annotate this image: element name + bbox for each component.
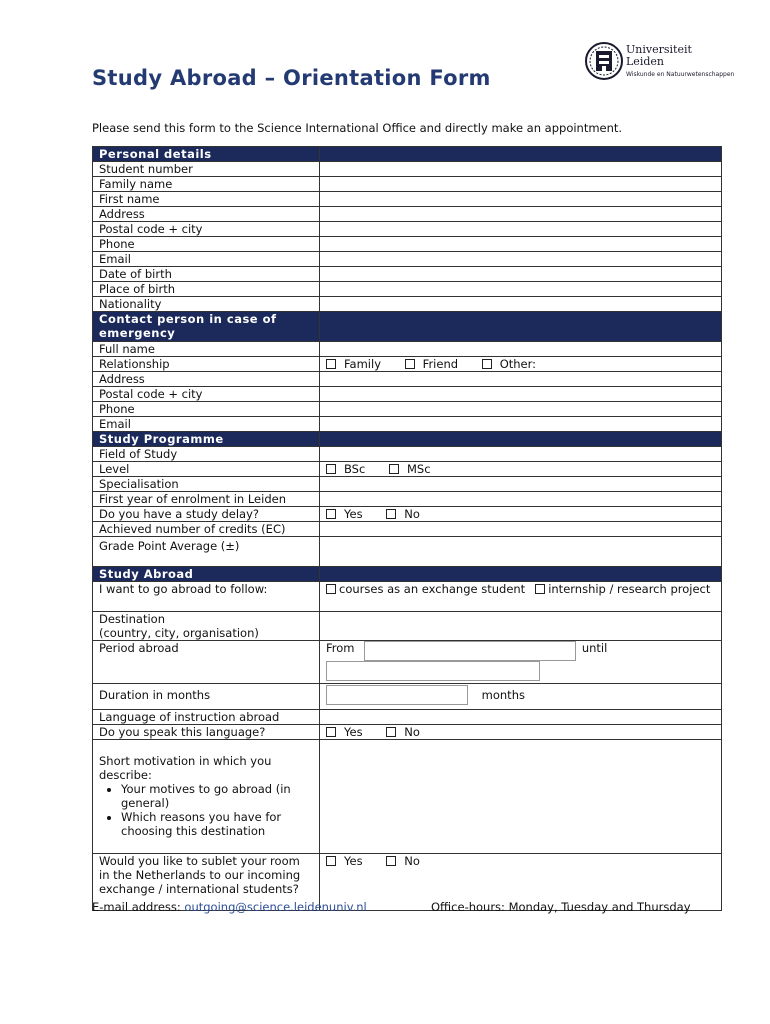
field-label: Date of birth — [93, 267, 320, 282]
until-label: until — [581, 641, 608, 655]
motivation-list — [99, 782, 313, 838]
checkbox[interactable] — [405, 359, 415, 369]
postal-code-city-input[interactable] — [320, 222, 722, 237]
section-header-abroad: Study Abroad — [93, 567, 320, 582]
speak-yes-option[interactable]: Yes — [326, 725, 363, 739]
field-label: Do you speak this language? — [93, 725, 320, 740]
checkbox[interactable] — [389, 464, 399, 474]
relationship-friend-option[interactable]: Friend — [405, 357, 458, 371]
duration-input[interactable] — [326, 685, 468, 705]
field-label: Full name — [93, 342, 320, 357]
motivation-input[interactable] — [320, 740, 722, 854]
follow-internship-option[interactable]: internship / research project — [535, 582, 710, 596]
checkbox[interactable] — [386, 727, 396, 737]
checkbox[interactable] — [326, 856, 336, 866]
page-title: Study Abroad – Orientation Form — [92, 66, 491, 90]
duration-cell — [320, 684, 722, 710]
orientation-form-table — [92, 146, 722, 911]
contact-phone-input[interactable] — [320, 402, 722, 417]
nationality-input[interactable] — [320, 297, 722, 312]
field-label: Do you have a study delay? — [93, 507, 320, 522]
field-label: Field of Study — [93, 447, 320, 462]
field-label: Address — [93, 372, 320, 387]
until-date-input[interactable] — [326, 661, 540, 681]
first-year-input[interactable] — [320, 492, 722, 507]
checkbox[interactable] — [326, 584, 336, 594]
section-header-personal: Personal details — [93, 147, 320, 162]
contact-email-input[interactable] — [320, 417, 722, 432]
credits-input[interactable] — [320, 522, 722, 537]
specialisation-input[interactable] — [320, 477, 722, 492]
field-of-study-input[interactable] — [320, 447, 722, 462]
first-name-input[interactable] — [320, 192, 722, 207]
from-date-input[interactable] — [364, 641, 576, 661]
field-label: Grade Point Average (±) — [93, 537, 320, 567]
checkbox[interactable] — [482, 359, 492, 369]
checkbox[interactable] — [386, 509, 396, 519]
student-number-input[interactable] — [320, 162, 722, 177]
follow-courses-option[interactable]: courses as an exchange student — [326, 582, 525, 596]
logo-name: Universiteit Leiden — [626, 43, 692, 68]
field-label: Email — [93, 417, 320, 432]
sublet-no-option[interactable]: No — [386, 854, 420, 868]
field-label: First name — [93, 192, 320, 207]
field-label: Duration in months — [93, 684, 320, 710]
relationship-family-option[interactable]: Family — [326, 357, 381, 371]
field-label: Family name — [93, 177, 320, 192]
field-label: I want to go abroad to follow: — [93, 582, 320, 612]
motivation-intro: Short motivation in which you describe: — [99, 754, 272, 782]
study-delay-options — [320, 507, 722, 522]
field-label: Postal code + city — [93, 387, 320, 402]
field-label: Phone — [93, 402, 320, 417]
university-logo — [585, 41, 735, 83]
checkbox[interactable] — [326, 509, 336, 519]
delay-yes-option[interactable]: Yes — [326, 507, 363, 521]
speak-no-option[interactable]: No — [386, 725, 420, 739]
contact-postal-code-input[interactable] — [320, 387, 722, 402]
field-label: Would you like to sublet your room in the Netherlands to our incoming exchange / international students? — [93, 854, 320, 911]
family-name-input[interactable] — [320, 177, 722, 192]
section-header-programme: Study Programme — [93, 432, 320, 447]
relationship-other-option[interactable]: Other: — [482, 357, 536, 371]
field-label: Specialisation — [93, 477, 320, 492]
footer-office-hours: Office-hours: Monday, Tuesday and Thursday — [431, 900, 691, 914]
period-abroad-cell — [320, 641, 722, 684]
relationship-options — [320, 357, 722, 372]
from-label: From — [326, 641, 355, 655]
checkbox[interactable] — [326, 727, 336, 737]
sublet-yes-option[interactable]: Yes — [326, 854, 363, 868]
field-label: Postal code + city — [93, 222, 320, 237]
field-label: Phone — [93, 237, 320, 252]
field-label: Period abroad — [93, 641, 320, 684]
language-input[interactable] — [320, 710, 722, 725]
section-header-emergency: Contact person in case of emergency — [93, 312, 320, 342]
place-of-birth-input[interactable] — [320, 282, 722, 297]
field-label: Relationship — [93, 357, 320, 372]
field-label — [93, 740, 320, 854]
phone-input[interactable] — [320, 237, 722, 252]
logo-subtitle: Wiskunde en Natuurwetenschappen — [626, 71, 735, 78]
intro-text: Please send this form to the Science International Office and directly make an appointment. — [92, 121, 623, 135]
email-link[interactable]: outgoing@science.leidenuniv.nl — [184, 900, 367, 914]
level-msc-option[interactable]: MSc — [389, 462, 431, 476]
checkbox[interactable] — [326, 464, 336, 474]
list-item: • Your motives to go abroad (in general) — [121, 782, 313, 810]
destination-input[interactable] — [320, 612, 722, 641]
list-item: • Which reasons you have for choosing this destination — [121, 810, 313, 838]
field-label: Student number — [93, 162, 320, 177]
leiden-seal-icon — [585, 41, 623, 81]
months-label: months — [481, 688, 525, 702]
checkbox[interactable] — [326, 359, 336, 369]
field-label: Destination (country, city, organisation) — [93, 612, 320, 641]
field-label: Email — [93, 252, 320, 267]
field-label: Achieved number of credits (EC) — [93, 522, 320, 537]
field-label: Language of instruction abroad — [93, 710, 320, 725]
field-label: Level — [93, 462, 320, 477]
checkbox[interactable] — [535, 584, 545, 594]
gpa-input[interactable] — [320, 537, 722, 567]
speak-language-options — [320, 725, 722, 740]
footer-email: E-mail address: outgoing@science.leidenuniv.nl — [92, 900, 367, 914]
field-label: Nationality — [93, 297, 320, 312]
field-label: First year of enrolment in Leiden — [93, 492, 320, 507]
checkbox[interactable] — [386, 856, 396, 866]
contact-address-input[interactable] — [320, 372, 722, 387]
follow-options — [320, 582, 722, 612]
address-input[interactable] — [320, 207, 722, 222]
field-label: Address — [93, 207, 320, 222]
level-bsc-option[interactable]: BSc — [326, 462, 365, 476]
contact-full-name-input[interactable] — [320, 342, 722, 357]
level-options — [320, 462, 722, 477]
field-label: Place of birth — [93, 282, 320, 297]
email-input[interactable] — [320, 252, 722, 267]
delay-no-option[interactable]: No — [386, 507, 420, 521]
date-of-birth-input[interactable] — [320, 267, 722, 282]
